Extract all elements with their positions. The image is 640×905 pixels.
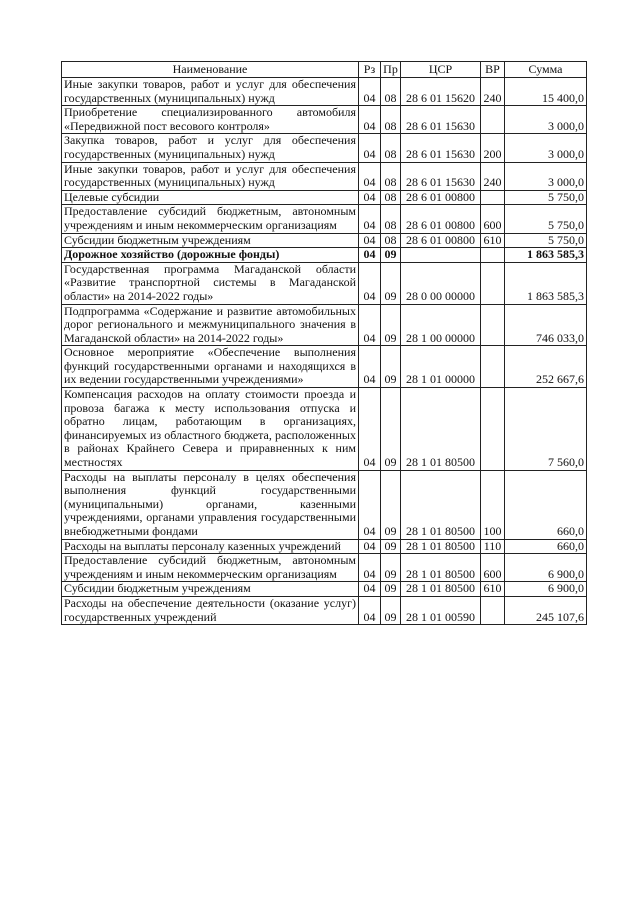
cell-vr: 240 [481, 78, 505, 106]
cell-sum: 15 400,0 [505, 78, 587, 106]
cell-pr: 08 [381, 106, 401, 134]
cell-rz: 04 [359, 134, 381, 162]
cell-vr [481, 346, 505, 388]
cell-sum: 245 107,6 [505, 596, 587, 624]
cell-rz: 04 [359, 346, 381, 388]
cell-rz: 04 [359, 470, 381, 539]
cell-sum: 5 750,0 [505, 233, 587, 248]
cell-name: Расходы на выплаты персоналу казенных учреждений [62, 539, 359, 554]
cell-vr [481, 190, 505, 205]
cell-rz: 04 [359, 190, 381, 205]
table-row [62, 190, 587, 205]
header-csr: ЦСР [401, 62, 481, 78]
cell-name: Иные закупки товаров, работ и услуг для обеспечения государственных (муниципальных) нужд [62, 162, 359, 190]
cell-csr: 28 0 00 00000 [401, 262, 481, 304]
table-row [62, 554, 587, 582]
cell-sum: 5 750,0 [505, 190, 587, 205]
header-pr: Пр [381, 62, 401, 78]
cell-rz: 04 [359, 78, 381, 106]
cell-pr: 08 [381, 205, 401, 233]
cell-vr: 100 [481, 470, 505, 539]
cell-name: Предоставление субсидий бюджетным, автономным учреждениям и иным некоммерческим организациям [62, 554, 359, 582]
cell-csr: 28 6 01 00800 [401, 205, 481, 233]
table-row [62, 78, 587, 106]
table-header [62, 62, 587, 78]
cell-vr: 600 [481, 554, 505, 582]
cell-name: Государственная программа Магаданской области «Развитие транспортной системы в Магаданской области» на 2014-2022 годы» [62, 262, 359, 304]
budget-document-page [61, 61, 586, 625]
cell-name: Расходы на выплаты персоналу в целях обеспечения выполнения функций государственными (муниципальными) органами, казенными учреждениями, органами управления государственными внебюджетными фондами [62, 470, 359, 539]
cell-sum: 6 900,0 [505, 582, 587, 597]
cell-pr: 09 [381, 248, 401, 263]
cell-vr: 610 [481, 582, 505, 597]
cell-vr [481, 304, 505, 346]
cell-sum: 6 900,0 [505, 554, 587, 582]
cell-csr: 28 1 01 80500 [401, 470, 481, 539]
header-sum: Сумма [505, 62, 587, 78]
cell-rz: 04 [359, 162, 381, 190]
cell-rz: 04 [359, 304, 381, 346]
cell-name: Иные закупки товаров, работ и услуг для обеспечения государственных (муниципальных) нужд [62, 78, 359, 106]
cell-csr [401, 248, 481, 263]
cell-rz: 04 [359, 262, 381, 304]
cell-csr: 28 6 01 15620 [401, 78, 481, 106]
cell-csr: 28 1 01 80500 [401, 388, 481, 471]
cell-csr: 28 1 01 80500 [401, 554, 481, 582]
cell-rz: 04 [359, 554, 381, 582]
table-row [62, 106, 587, 134]
cell-pr: 08 [381, 78, 401, 106]
cell-name: Закупка товаров, работ и услуг для обеспечения государственных (муниципальных) нужд [62, 134, 359, 162]
cell-pr: 09 [381, 388, 401, 471]
cell-name: Дорожное хозяйство (дорожные фонды) [62, 248, 359, 263]
table-row [62, 346, 587, 388]
cell-pr: 09 [381, 346, 401, 388]
cell-sum: 660,0 [505, 539, 587, 554]
cell-name: Предоставление субсидий бюджетным, автономным учреждениям и иным некоммерческим организациям [62, 205, 359, 233]
cell-pr: 08 [381, 134, 401, 162]
table-row [62, 248, 587, 263]
cell-pr: 09 [381, 262, 401, 304]
cell-pr: 09 [381, 596, 401, 624]
cell-rz: 04 [359, 233, 381, 248]
cell-pr: 09 [381, 582, 401, 597]
cell-csr: 28 1 01 00000 [401, 346, 481, 388]
cell-csr: 28 1 00 00000 [401, 304, 481, 346]
cell-sum: 3 000,0 [505, 162, 587, 190]
cell-csr: 28 1 01 80500 [401, 539, 481, 554]
cell-pr: 09 [381, 470, 401, 539]
cell-vr: 610 [481, 233, 505, 248]
cell-name: Целевые субсидии [62, 190, 359, 205]
cell-vr [481, 262, 505, 304]
cell-csr: 28 6 01 15630 [401, 162, 481, 190]
cell-rz: 04 [359, 248, 381, 263]
budget-table [61, 61, 587, 625]
cell-name: Субсидии бюджетным учреждениям [62, 233, 359, 248]
table-row [62, 233, 587, 248]
header-vr: ВР [481, 62, 505, 78]
cell-pr: 09 [381, 539, 401, 554]
cell-sum: 3 000,0 [505, 134, 587, 162]
table-row [62, 539, 587, 554]
table-row [62, 134, 587, 162]
cell-pr: 08 [381, 190, 401, 205]
cell-csr: 28 6 01 15630 [401, 106, 481, 134]
cell-sum: 252 667,6 [505, 346, 587, 388]
cell-vr [481, 388, 505, 471]
cell-pr: 08 [381, 233, 401, 248]
cell-pr: 08 [381, 162, 401, 190]
cell-rz: 04 [359, 205, 381, 233]
cell-vr [481, 248, 505, 263]
cell-sum: 660,0 [505, 470, 587, 539]
cell-sum: 3 000,0 [505, 106, 587, 134]
table-body [62, 78, 587, 625]
table-row [62, 205, 587, 233]
header-rz: Рз [359, 62, 381, 78]
cell-vr [481, 106, 505, 134]
cell-vr: 200 [481, 134, 505, 162]
cell-name: Подпрограмма «Содержание и развитие автомобильных дорог регионального и межмуниципального значения в Магаданской области» на 2014-2022 годы» [62, 304, 359, 346]
table-row [62, 596, 587, 624]
cell-name: Компенсация расходов на оплату стоимости проезда и провоза багажа к месту использования отпуска и обратно лицам, работающим в организациях, финансируемых из областного бюджета, расположенных в районах Крайнего Севера и приравненных к ним местностях [62, 388, 359, 471]
header-row [62, 62, 587, 78]
table-row [62, 582, 587, 597]
cell-name: Основное мероприятие «Обеспечение выполнения функций государственными органами и находящихся в их ведении государственными учреждениями» [62, 346, 359, 388]
cell-rz: 04 [359, 582, 381, 597]
header-name: Наименование [62, 62, 359, 78]
cell-name: Расходы на обеспечение деятельности (оказание услуг) государственных учреждений [62, 596, 359, 624]
cell-pr: 09 [381, 554, 401, 582]
cell-vr: 600 [481, 205, 505, 233]
table-row [62, 388, 587, 471]
table-row [62, 470, 587, 539]
cell-name: Субсидии бюджетным учреждениям [62, 582, 359, 597]
cell-sum: 5 750,0 [505, 205, 587, 233]
cell-rz: 04 [359, 596, 381, 624]
cell-sum: 1 863 585,3 [505, 248, 587, 263]
cell-vr [481, 596, 505, 624]
cell-sum: 1 863 585,3 [505, 262, 587, 304]
table-row [62, 262, 587, 304]
cell-pr: 09 [381, 304, 401, 346]
cell-csr: 28 6 01 00800 [401, 190, 481, 205]
cell-vr: 110 [481, 539, 505, 554]
cell-csr: 28 1 01 80500 [401, 582, 481, 597]
table-row [62, 162, 587, 190]
cell-csr: 28 1 01 00590 [401, 596, 481, 624]
cell-csr: 28 6 01 00800 [401, 233, 481, 248]
cell-sum: 7 560,0 [505, 388, 587, 471]
table-row [62, 304, 587, 346]
cell-rz: 04 [359, 106, 381, 134]
cell-rz: 04 [359, 388, 381, 471]
cell-sum: 746 033,0 [505, 304, 587, 346]
cell-vr: 240 [481, 162, 505, 190]
cell-csr: 28 6 01 15630 [401, 134, 481, 162]
cell-rz: 04 [359, 539, 381, 554]
cell-name: Приобретение специализированного автомобиля «Передвижной пост весового контроля» [62, 106, 359, 134]
